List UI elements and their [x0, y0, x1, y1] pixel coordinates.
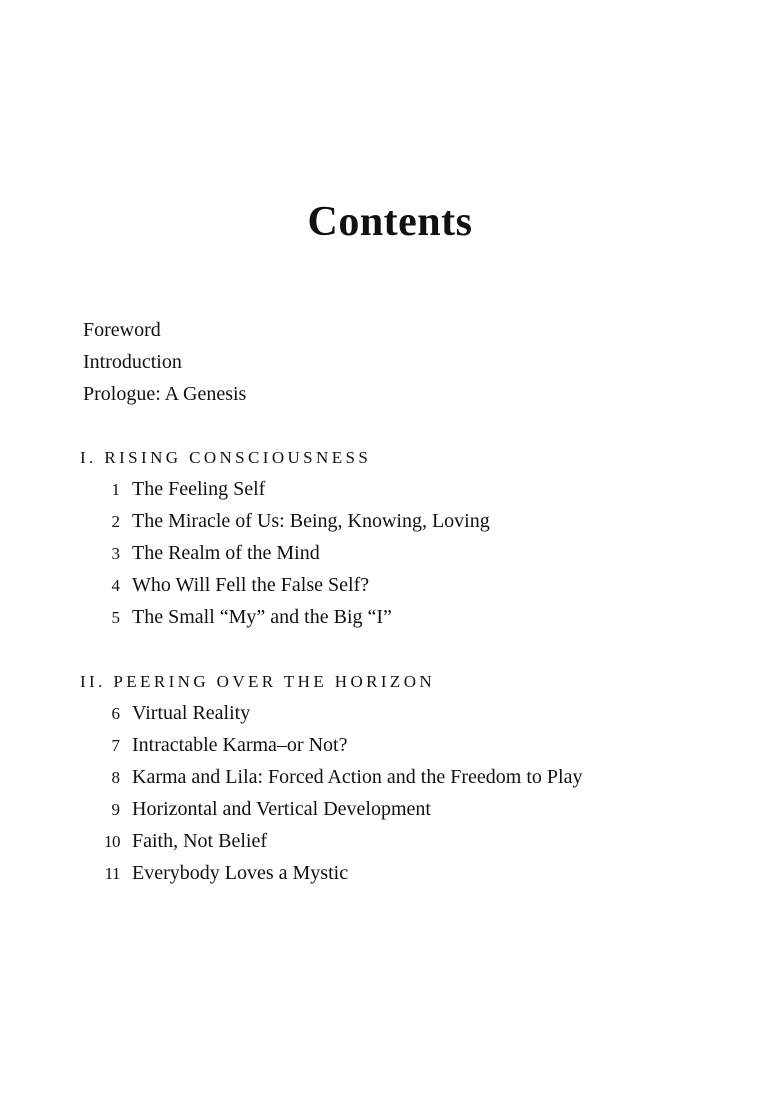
chapter-number: 7: [111, 736, 120, 755]
toc-chapter[interactable]: [80, 505, 490, 537]
part-heading[interactable]: I. RISING CONSCIOUSNESS: [80, 448, 372, 467]
chapter-title: Everybody Loves a Mystic: [132, 862, 349, 884]
chapter-number: 3: [111, 544, 120, 563]
chapter-number: 11: [104, 864, 120, 883]
chapter-number: 4: [111, 576, 120, 595]
chapter-title: Intractable Karma–or Not?: [132, 734, 348, 756]
toc-chapter[interactable]: [80, 537, 490, 569]
toc-chapter[interactable]: [80, 857, 582, 889]
chapter-title: Virtual Reality: [132, 702, 251, 724]
chapter-number: 9: [111, 800, 120, 819]
chapter-number: 1: [111, 480, 120, 499]
chapter-number: 2: [111, 512, 120, 531]
chapter-title: The Feeling Self: [132, 478, 266, 500]
toc-part-2: [80, 667, 582, 889]
chapter-title: Karma and Lila: Forced Action and the Freedom to Play: [132, 766, 583, 788]
page-title: Contents: [307, 199, 473, 246]
toc-chapter[interactable]: [80, 569, 490, 601]
front-matter-list: [83, 314, 246, 410]
toc-entry-foreword[interactable]: Foreword: [83, 319, 161, 341]
chapter-title: Faith, Not Belief: [132, 830, 267, 852]
toc-chapter[interactable]: [80, 729, 582, 761]
toc-part-1: [80, 443, 490, 633]
chapter-number: 6: [111, 704, 120, 723]
toc-chapter[interactable]: [80, 761, 582, 793]
toc-entry-introduction[interactable]: Introduction: [83, 351, 182, 373]
part-heading[interactable]: II. PEERING OVER THE HORIZON: [80, 672, 436, 691]
toc-chapter[interactable]: [80, 601, 490, 633]
chapter-title: Horizontal and Vertical Development: [132, 798, 431, 820]
chapter-number: 10: [104, 832, 120, 851]
chapter-title: The Miracle of Us: Being, Knowing, Loving: [132, 510, 490, 532]
toc-chapter[interactable]: [80, 793, 582, 825]
chapter-title: The Realm of the Mind: [132, 542, 320, 564]
toc-chapter[interactable]: [80, 473, 490, 505]
chapter-title: Who Will Fell the False Self?: [132, 574, 370, 596]
chapter-number: 8: [111, 768, 120, 787]
chapter-number: 5: [111, 608, 120, 627]
toc-chapter[interactable]: [80, 697, 582, 729]
chapter-title: The Small “My” and the Big “I”: [132, 606, 392, 628]
toc-chapter[interactable]: [80, 825, 582, 857]
toc-entry-prologue[interactable]: Prologue: A Genesis: [83, 383, 247, 405]
